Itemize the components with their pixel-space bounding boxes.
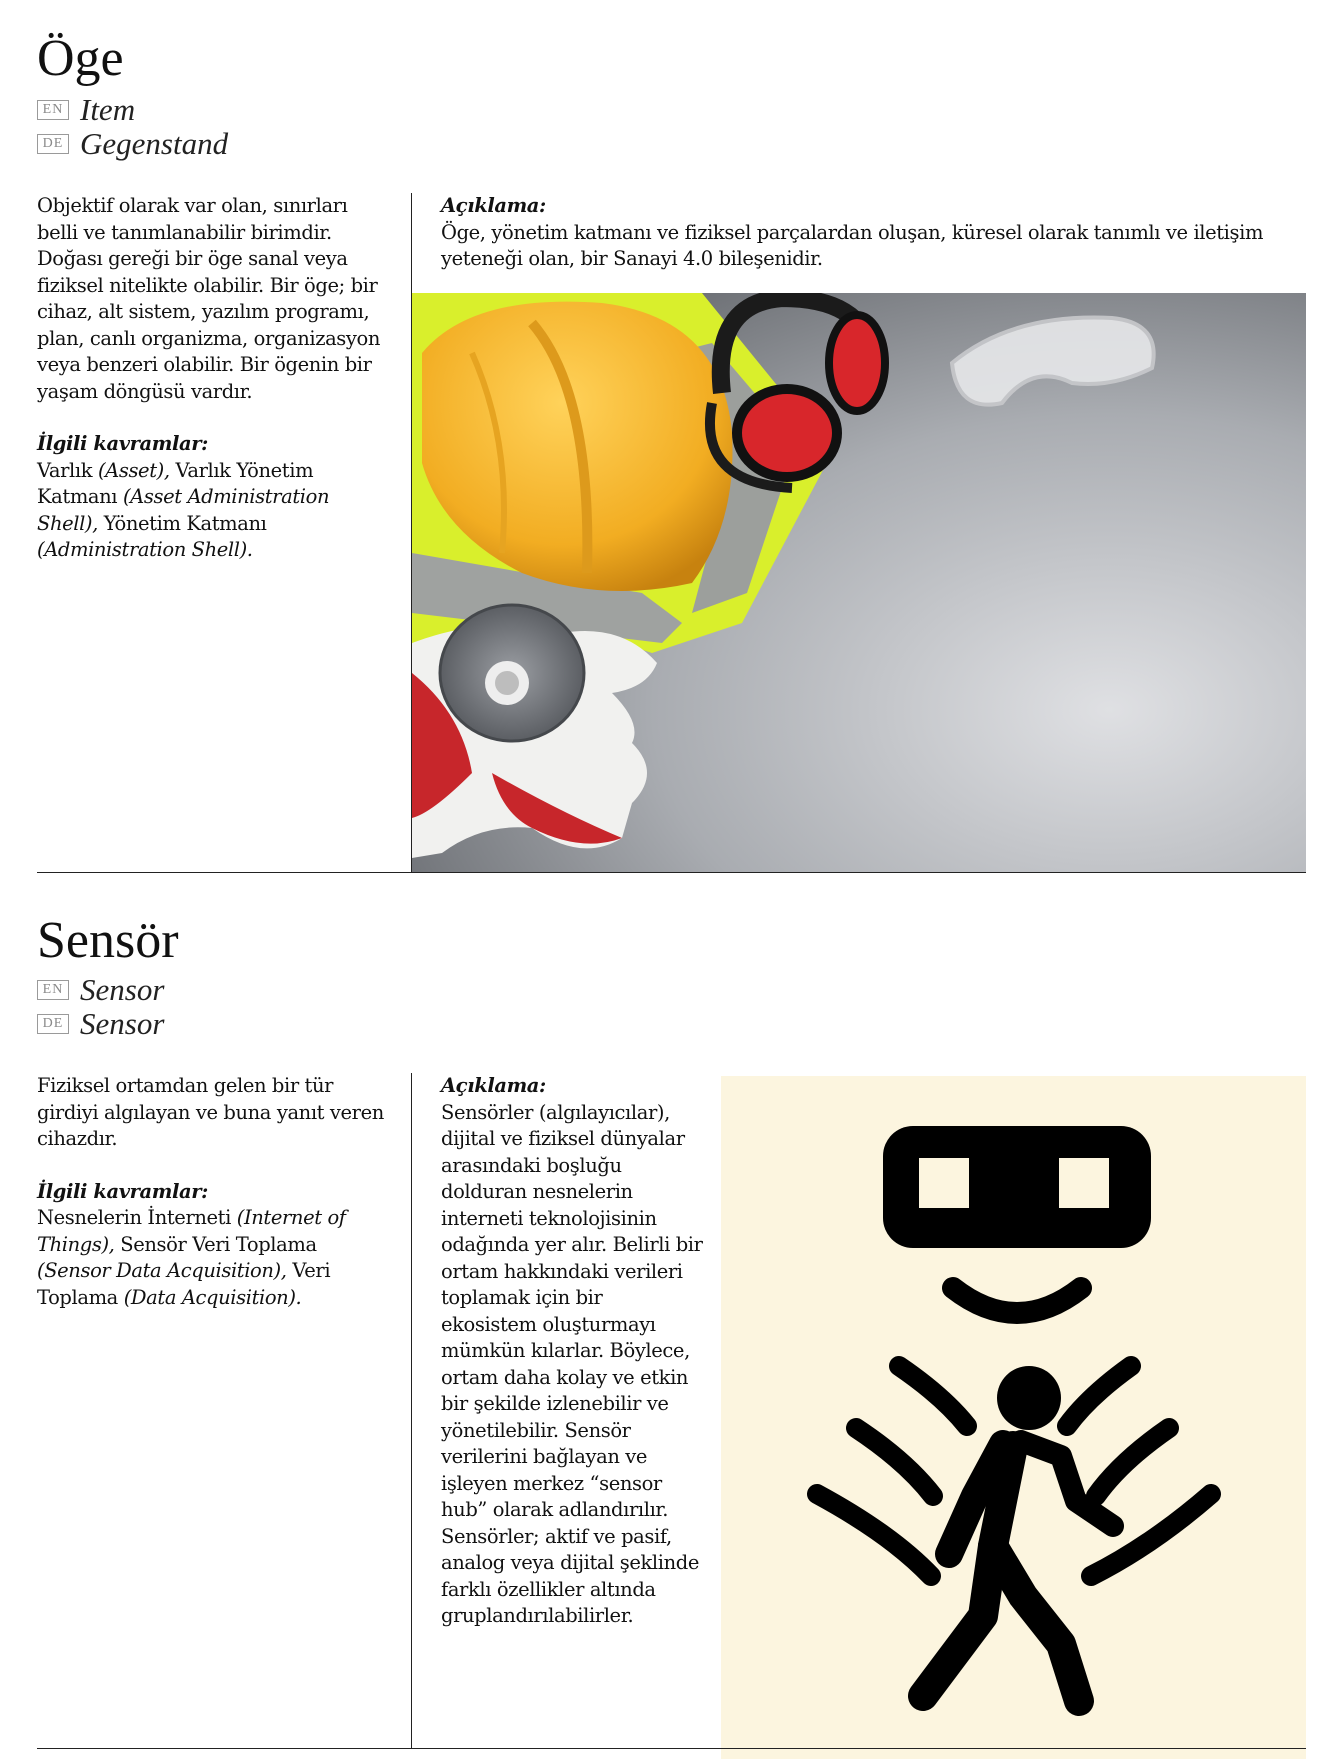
definition-column: [37, 193, 387, 564]
translation-term: Sensor: [80, 972, 165, 1007]
section-divider: [37, 1748, 1306, 1749]
related-concepts: [37, 1205, 387, 1311]
description-label: Açıklama:: [441, 194, 546, 217]
related-term: Yönetim Katmanı: [103, 511, 267, 535]
definition-column: [37, 1073, 387, 1311]
related-term: Varlık: [37, 458, 93, 482]
sensor-illustration-panel: [721, 1076, 1306, 1759]
lang-tag-de: DE: [37, 134, 69, 154]
related-term: Sensör Veri Toplama: [120, 1232, 317, 1256]
description-label: Açıklama:: [441, 1074, 546, 1097]
related-term-en: (Data Acquisition).: [123, 1285, 302, 1309]
related-term-en: (Administration Shell).: [37, 538, 253, 561]
term-title: Sensör: [37, 912, 179, 969]
term-title: Öge: [37, 30, 124, 87]
definition-text: Objektif olarak var olan, sınırları belli ve tanımlanabilir birimdir. Doğası gereği bir öge sanal veya fiziksel nitelikte olabilir. Bir öge; bir cihaz, alt sistem, yazılım programı, plan, canlı organizma, organizasyon veya benzeri olabilir. Bir ögenin bir yaşam döngüsü vardır.: [37, 194, 381, 403]
translation-de: [37, 128, 228, 160]
description-block: [441, 1073, 703, 1630]
translation-term: Item: [80, 92, 136, 127]
related-term-en: (Internet of Things),: [37, 1206, 346, 1256]
description-text: Sensörler (algılayıcılar), dijital ve fiziksel dünyalar arasındaki boşluğu dolduran nesnelerin interneti teknolojisinin odağında yer alır. Belirli bir ortam hakkındaki verileri toplamak için bir ekosistem oluşturmayı mümkün kılarlar. Böylece, ortam daha kolay ve etkin bir şekilde izlenebilir ve yönetilebilir. Sensör verilerini bağlayan ve işleyen merkez “sensor hub” olarak adlandırılır. Sensörler; aktif ve pasif, analog veya dijital şeklinde farklı özellikler altında gruplandırılabilirler.: [441, 1100, 703, 1627]
related-term-en: (Asset Administration Shell),: [37, 485, 330, 535]
term-section-sensor: [0, 880, 1342, 1760]
definition-text: Fiziksel ortamdan gelen bir tür girdiyi algılayan ve buna yanıt veren cihazdır.: [37, 1074, 384, 1150]
related-term: Varlık Yönetim Katmanı: [37, 458, 314, 508]
section-divider: [37, 872, 1306, 873]
related-term-en: (Asset),: [97, 458, 170, 482]
column-divider: [411, 1073, 412, 1748]
translation-en: [37, 974, 164, 1006]
translation-term: Sensor: [80, 1006, 165, 1041]
motion-sensor-icon: [721, 1076, 1306, 1759]
translation-en: [37, 94, 135, 126]
lang-tag-en: EN: [37, 980, 69, 1000]
safety-equipment-photo: [412, 293, 1306, 872]
related-term-en: (Sensor Data Acquisition),: [37, 1259, 287, 1282]
description-text: Öge, yönetim katmanı ve fiziksel parçalardan oluşan, küresel olarak tanımlı ve iletişim yeteneği olan, bir Sanayi 4.0 bileşenidir.: [441, 220, 1264, 270]
lang-tag-de: DE: [37, 1014, 69, 1034]
translation-term: Gegenstand: [80, 126, 229, 161]
description-block: [441, 193, 1301, 273]
translation-de: [37, 1008, 164, 1040]
related-term: Nesnelerin İnterneti: [37, 1206, 231, 1229]
term-section-item: [0, 0, 1342, 873]
lang-tag-en: EN: [37, 100, 69, 120]
related-label: İlgili kavramlar:: [37, 432, 208, 455]
related-term: Veri Toplama: [37, 1259, 331, 1309]
related-label: İlgili kavramlar:: [37, 1179, 208, 1203]
related-concepts: [37, 458, 387, 564]
